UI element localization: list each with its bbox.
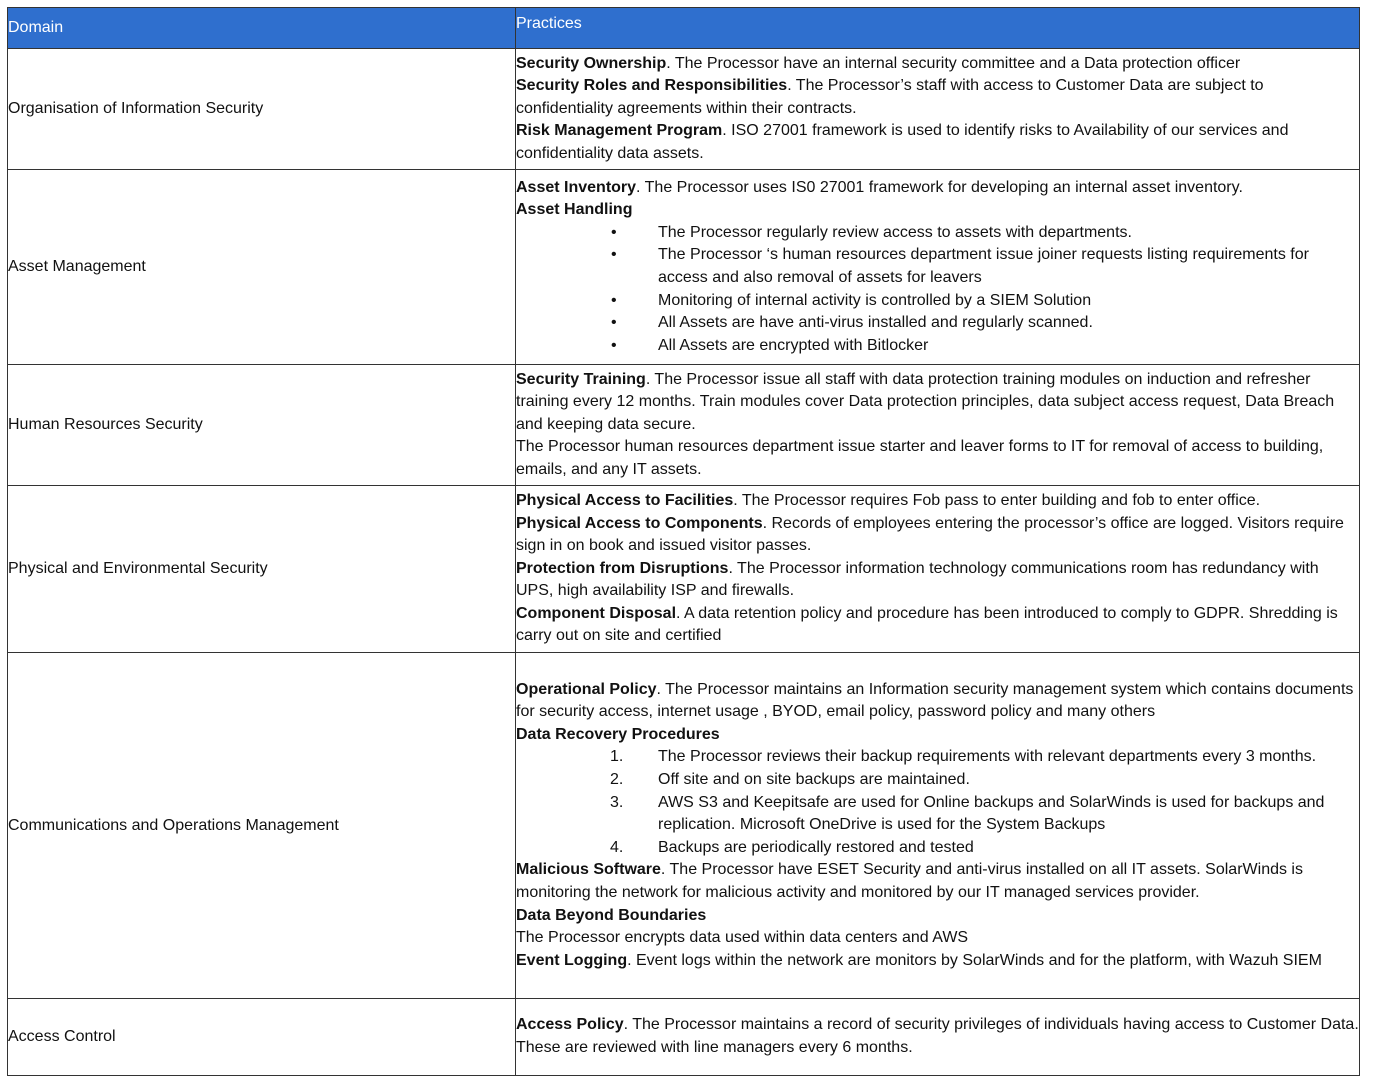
list-number: 1. xyxy=(610,748,624,766)
practice-title: Physical Access to Components xyxy=(516,514,763,532)
practice-text: . A data retention policy and procedure has been introduced to comply to GDPR. Shredding is carry out on site and certified xyxy=(516,604,1338,645)
list-number: 4. xyxy=(610,838,624,856)
list-item: • The Processor ‘s human resources department issue joiner requests listing requirements for access and also removal of assets for leavers xyxy=(611,246,1309,286)
practice-item xyxy=(516,436,1359,481)
practice-item xyxy=(516,679,1359,724)
practices-cell xyxy=(516,486,1360,653)
practice-item xyxy=(516,369,1359,437)
security-practices-table xyxy=(7,7,1360,1076)
practice-text: . The Processor requires Fob pass to enter building and fob to enter office. xyxy=(733,491,1261,509)
table-row xyxy=(8,486,1360,653)
practice-title: Security Training xyxy=(516,370,646,388)
list-item: 4. Backups are periodically restored and tested xyxy=(516,837,1359,860)
practice-title: Component Disposal xyxy=(516,604,677,622)
practices-cell xyxy=(516,653,1360,999)
list-number: 3. xyxy=(610,793,624,811)
practice-text: . The Processor have ESET Security and anti-virus installed on all IT assets. SolarWinds is monitoring the network for malicious activity and monitored by our IT managed services provider. xyxy=(516,861,1303,901)
practice-title: Risk Management Program xyxy=(516,122,723,140)
practice-item xyxy=(516,199,1359,222)
practice-text: . Event logs within the network are monitors by SolarWinds and for the platform, with Wazuh SIEM xyxy=(627,951,1322,969)
list-item: • All Assets are have anti-virus installed and regularly scanned. xyxy=(516,312,1359,335)
practice-item xyxy=(516,513,1359,558)
practice-item xyxy=(516,177,1359,200)
practice-item xyxy=(516,603,1359,648)
domain-cell: Organisation of Information Security xyxy=(8,49,516,170)
numbered-list xyxy=(516,746,1359,859)
practice-text: The Processor human resources department issue starter and leaver forms to IT for removal of access to building, emails, and any IT assets. xyxy=(516,438,1324,478)
table-row xyxy=(8,653,1360,999)
table-row xyxy=(8,999,1360,1076)
list-item: • All Assets are encrypted with Bitlocker xyxy=(516,335,1359,358)
practice-text: . The Processor maintains an Information security management system which contains documents for security access, internet usage , BYOD, email policy, password policy and many others xyxy=(516,680,1354,721)
practice-text: . The Processor’s staff with access to Customer Data are subject to confidentiality agreements within their contracts. xyxy=(516,77,1264,117)
bullet-icon: • xyxy=(611,291,617,309)
table-row xyxy=(8,170,1360,365)
practice-title: Asset Inventory xyxy=(516,178,637,196)
practice-text: The Processor encrypts data used within data centers and AWS xyxy=(516,929,969,947)
practice-title: Asset Handling xyxy=(516,201,633,219)
practice-item xyxy=(516,905,1359,928)
practice-item xyxy=(516,950,1359,973)
practice-item xyxy=(516,120,1359,165)
practices-cell xyxy=(516,365,1360,486)
list-item: 2. Off site and on site backups are maintained. xyxy=(516,769,1359,792)
practice-text: . The Processor issue all staff with data protection training modules on induction and refresher training every 12 months. Train modules cover Data protection principles, data subject access request, Data Breach and keeping data secure. xyxy=(516,370,1335,433)
practice-title: Physical Access to Facilities xyxy=(516,491,734,509)
bullet-icon: • xyxy=(611,223,617,241)
list-item: • The Processor regularly review access to assets with departments. xyxy=(516,222,1359,245)
domain-cell: Asset Management xyxy=(8,170,516,365)
practice-text: . The Processor maintains a record of security privileges of individuals having access to Customer Data. These are reviewed with line managers every 6 months. xyxy=(516,1016,1359,1056)
practice-item xyxy=(516,927,1359,950)
practices-cell xyxy=(516,49,1360,170)
practice-title: Security Roles and Responsibilities xyxy=(516,77,788,95)
header-practices: Practices xyxy=(516,8,1360,49)
list-item: 3. AWS S3 and Keepitsafe are used for Online backups and SolarWinds is used for backups and replication. Microsoft OneDrive is used for the System Backups xyxy=(610,793,1325,834)
practice-title: Data Recovery Procedures xyxy=(516,725,720,743)
practice-item xyxy=(516,75,1359,120)
practice-item xyxy=(516,859,1359,904)
table-header-row xyxy=(8,8,1360,49)
list-number: 2. xyxy=(610,771,624,789)
domain-cell: Communications and Operations Management xyxy=(8,653,516,999)
practice-item xyxy=(516,1014,1359,1059)
list-item: 1. The Processor reviews their backup requirements with relevant departments every 3 months. xyxy=(516,746,1359,769)
bullet-icon: • xyxy=(611,314,617,332)
domain-cell: Human Resources Security xyxy=(8,365,516,486)
bullet-list xyxy=(516,222,1359,358)
table-row xyxy=(8,365,1360,486)
bullet-icon: • xyxy=(611,336,617,354)
practice-title: Data Beyond Boundaries xyxy=(516,906,707,924)
practice-item xyxy=(516,558,1359,603)
practice-text: . The Processor information technology communications room has redundancy with UPS, high availability ISP and firewalls. xyxy=(516,559,1319,600)
practice-title: Event Logging xyxy=(516,951,628,969)
practice-text: . ISO 27001 framework is used to identify risks to Availability of our services and confidentiality data assets. xyxy=(516,122,1289,162)
list-item: • Monitoring of internal activity is controlled by a SIEM Solution xyxy=(516,290,1359,313)
practice-title: Access Policy xyxy=(516,1016,624,1034)
practice-title: Protection from Disruptions xyxy=(516,559,729,577)
practice-text: . Records of employees entering the processor’s office are logged. Visitors require sign in on book and issued visitor passes. xyxy=(516,514,1344,555)
practices-cell xyxy=(516,999,1360,1076)
practice-title: Security Ownership xyxy=(516,54,667,72)
practice-title: Operational Policy xyxy=(516,680,657,698)
practice-item xyxy=(516,490,1359,513)
domain-cell: Physical and Environmental Security xyxy=(8,486,516,653)
practice-text: . The Processor have an internal security committee and a Data protection officer xyxy=(666,54,1241,72)
bullet-icon: • xyxy=(611,246,617,264)
practices-cell xyxy=(516,170,1360,365)
practice-item xyxy=(516,724,1359,747)
domain-cell: Access Control xyxy=(8,999,516,1076)
header-domain: Domain xyxy=(8,8,516,49)
table-row xyxy=(8,49,1360,170)
practice-title: Malicious Software xyxy=(516,861,661,879)
practice-text: . The Processor uses IS0 27001 framework for developing an internal asset inventory. xyxy=(636,178,1243,196)
practice-item xyxy=(516,53,1359,76)
